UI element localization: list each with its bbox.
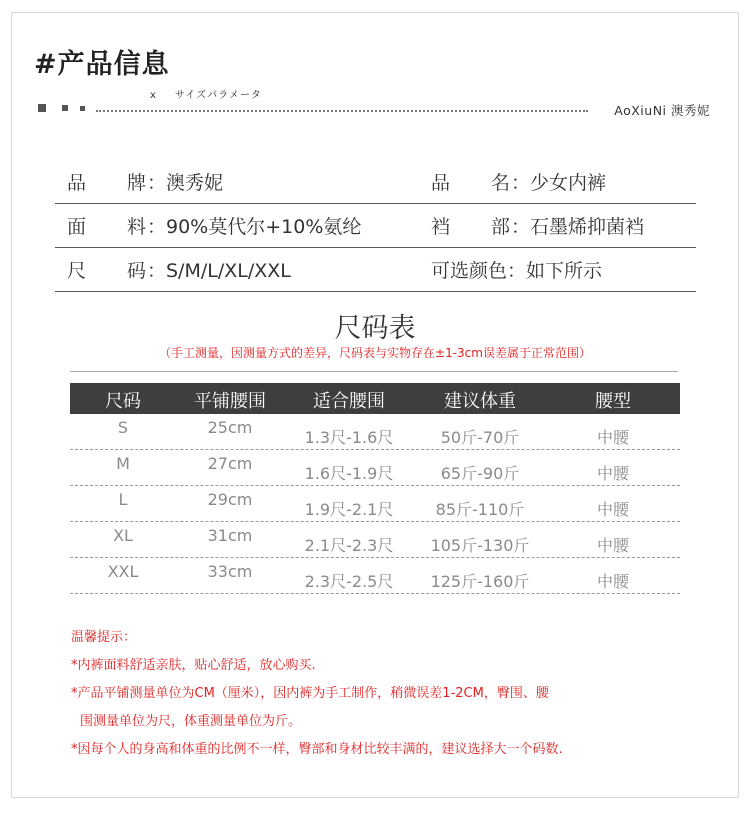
header-waist-type: 腰型 (595, 391, 631, 412)
label-char: 裆 (431, 216, 451, 238)
cell-fit-waist: 2.3尺-2.5尺 (304, 572, 394, 591)
info-row (55, 248, 696, 292)
brand-label: AoXiuNi 澳秀妮 (614, 103, 710, 118)
cell-waist-type: 中腰 (596, 464, 629, 483)
measurement-note: （手工测量，因测量方式的差异，尺码表与实物存在±1-3cm误差属于正常范围） (159, 346, 591, 360)
label-char: 名 (491, 172, 511, 194)
label-char: 品 (67, 172, 87, 194)
tip-line: *因每个人的身高和体重的比例不一样，臀部和身材比较丰满的，建议选择大一个码数. (71, 742, 563, 757)
header-size: 尺码 (105, 391, 141, 412)
header-flat-waist: 平铺腰围 (194, 391, 266, 412)
info-crotch (431, 212, 644, 239)
label-char: 面 (67, 216, 87, 238)
cell-fit-waist: 1.9尺-2.1尺 (304, 500, 394, 519)
cell-size: M (116, 454, 130, 473)
cell-size: XXL (107, 562, 139, 581)
size-table (70, 383, 680, 594)
square-icon (62, 105, 68, 111)
info-value: ：90%莫代尔+10%氨纶 (147, 216, 362, 238)
tip-line: *内裤面料舒适亲肤，贴心舒适，放心购买. (71, 658, 316, 673)
label-char: 牌 (127, 172, 147, 194)
info-value: ：少女内裤 (511, 172, 607, 194)
table-row (70, 558, 680, 594)
tips-title: 温馨提示： (71, 630, 137, 645)
tips-section (71, 624, 563, 764)
cell-weight: 50斤-70斤 (440, 428, 520, 447)
square-icon (80, 106, 85, 111)
info-value: ：石墨烯抑菌裆 (511, 216, 645, 238)
cell-fit-waist: 2.1尺-2.3尺 (304, 536, 394, 555)
label-char: 料 (127, 216, 147, 238)
cell-waist-type: 中腰 (596, 536, 629, 555)
square-icon (38, 104, 46, 112)
cell-size: XL (113, 526, 133, 545)
cell-weight: 125斤-160斤 (430, 572, 530, 591)
header-fit-waist: 适合腰围 (313, 391, 385, 412)
table-header (70, 383, 680, 414)
cell-flat-waist: 27cm (207, 454, 253, 473)
tip-line: 围测量单位为尺，体重测量单位为斤。 (80, 714, 302, 729)
cell-size: L (118, 490, 128, 509)
dotted-line (96, 110, 588, 112)
cell-flat-waist: 25cm (207, 418, 253, 437)
info-size (67, 256, 291, 283)
info-name (431, 168, 606, 195)
info-fabric (67, 212, 361, 239)
info-row (55, 204, 696, 248)
label-char: 部 (491, 216, 511, 238)
cell-fit-waist: 1.6尺-1.9尺 (304, 464, 394, 483)
tip-line: *产品平铺测量单位为CM（厘米），因内裤为手工制作，稍微误差1-2CM，臀围、腰 (71, 686, 549, 701)
info-value: ：澳秀妮 (147, 172, 224, 194)
label-char: 品 (431, 172, 451, 194)
cell-size: S (117, 418, 129, 437)
cell-flat-waist: 31cm (207, 526, 253, 545)
note-divider (70, 371, 678, 372)
info-label: 可选颜色 (431, 260, 508, 282)
cell-fit-waist: 1.3尺-1.6尺 (304, 428, 394, 447)
cell-flat-waist: 29cm (207, 490, 253, 509)
info-color (431, 256, 602, 283)
section-subtitle (150, 86, 262, 101)
decorative-divider (38, 102, 710, 116)
table-row (70, 414, 680, 450)
header-weight: 建议体重 (444, 391, 516, 412)
label-char: 码 (127, 260, 147, 282)
product-info-table (55, 160, 696, 292)
cell-waist-type: 中腰 (596, 428, 629, 447)
info-brand (67, 168, 223, 195)
cell-waist-type: 中腰 (596, 572, 629, 591)
subtitle-text: サイズパラメータ (174, 90, 262, 101)
info-value: ：S/M/L/XL/XXL (147, 260, 291, 282)
info-value: ：如下所示 (507, 260, 603, 282)
cell-weight: 85斤-110斤 (435, 500, 525, 519)
table-row (70, 522, 680, 558)
table-row (70, 486, 680, 522)
info-row (55, 160, 696, 204)
cell-weight: 105斤-130斤 (430, 536, 530, 555)
cell-flat-waist: 33cm (207, 562, 253, 581)
cell-weight: 65斤-90斤 (440, 464, 520, 483)
table-row (70, 450, 680, 486)
cell-waist-type: 中腰 (596, 500, 629, 519)
subtitle-x: x (150, 90, 157, 101)
size-chart-title: 尺码表 (334, 313, 416, 344)
section-title: #产品信息 (34, 49, 170, 80)
label-char: 尺 (67, 260, 87, 282)
